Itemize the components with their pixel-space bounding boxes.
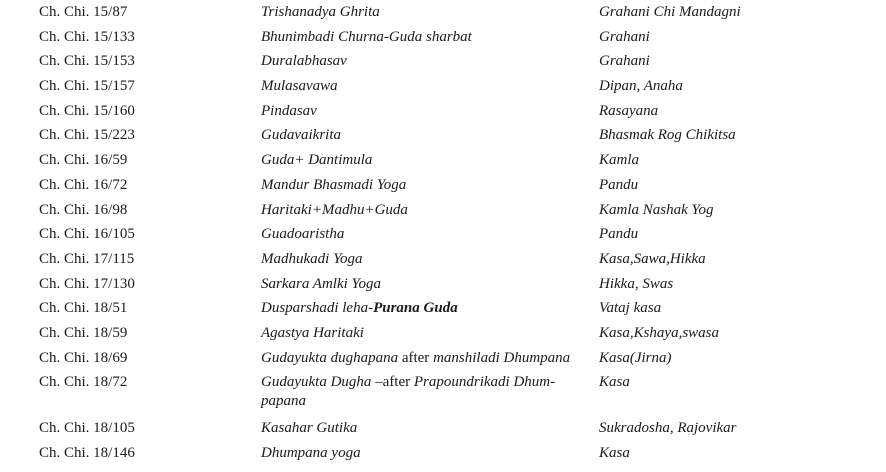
formulation-connector: after (382, 374, 411, 391)
indication-cell: Kasa,Sawa,Hikka (599, 250, 706, 267)
reference-cell: Ch. Chi. 18/69 (39, 349, 128, 366)
indication-cell: Kasa(Jirna) (599, 349, 672, 366)
table-row (0, 299, 886, 324)
reference-cell: Ch. Chi. 15/133 (39, 28, 135, 45)
table-row (0, 225, 886, 250)
indication-cell: Kasa (599, 374, 630, 391)
table-row (0, 151, 886, 176)
formulation-cell: Pindasav (261, 102, 317, 119)
reference-cell: Ch. Chi. 16/105 (39, 226, 135, 243)
formulation-text: manshiladi Dhumpana (429, 349, 571, 366)
formulation-cell: Agastya Haritaki (261, 324, 364, 341)
table-row (0, 201, 886, 226)
formulation-text: Dusparshadi leha- (261, 300, 374, 317)
indication-cell: Grahani Chi Mandagni (599, 4, 741, 20)
table-row (0, 77, 886, 102)
table-row (0, 52, 886, 77)
reference-cell: Ch. Chi. 18/72 (39, 374, 128, 391)
reference-cell: Ch. Chi. 17/130 (39, 275, 135, 292)
reference-cell: Ch. Chi. 17/115 (39, 250, 135, 267)
indication-cell: Kasa (599, 445, 630, 461)
formulation-cell: Duralabhasav (261, 53, 347, 70)
table-row (0, 126, 886, 151)
indication-cell: Kasa,Kshaya,swasa (599, 324, 720, 341)
indication-cell: Bhasmak Rog Chikitsa (599, 127, 736, 144)
reference-cell: Ch. Chi. 15/223 (39, 127, 135, 144)
reference-cell: Ch. Chi. 18/51 (39, 300, 128, 317)
indication-cell: Kamla (599, 152, 640, 169)
formulation-cell (261, 299, 599, 324)
formulation-cell: Trishanadya Ghrita (261, 4, 380, 20)
table-row (0, 28, 886, 53)
table-row (0, 250, 886, 275)
formulation-cell: Sarkara Amlki Yoga (261, 275, 382, 292)
formulation-text: Gudayukta Dugha – (261, 374, 383, 391)
formulation-cell: Bhunimbadi Churna-Guda sharbat (261, 28, 472, 45)
table-row (0, 444, 886, 469)
reference-cell: Ch. Chi. 15/157 (39, 78, 135, 95)
reference-cell: Ch. Chi. 18/59 (39, 324, 128, 341)
indication-cell: Pandu (599, 226, 639, 243)
formulation-cell: Kasahar Gutika (261, 420, 358, 437)
formulation-cell: Mulasavawa (261, 78, 338, 95)
indication-cell: Grahani (599, 28, 650, 45)
formulation-cell: Dhumpana yoga (261, 445, 361, 461)
reference-cell: Ch. Chi. 15/153 (39, 53, 135, 70)
table-row (0, 324, 886, 349)
formulation-cell (261, 373, 599, 419)
reference-cell: Ch. Chi. 16/98 (39, 201, 128, 218)
formulation-emphasis: Purana Guda (373, 300, 458, 317)
reference-cell: Ch. Chi. 15/87 (39, 4, 128, 20)
formulation-text: Gudayukta dughapana (261, 349, 402, 366)
formulation-connector: after (401, 349, 430, 366)
formulation-cell: Mandur Bhasmadi Yoga (261, 176, 407, 193)
indication-cell: Vataj kasa (599, 300, 662, 317)
formulation-text: papana (261, 393, 306, 410)
reference-cell: Ch. Chi. 18/105 (39, 420, 135, 437)
table-row (0, 102, 886, 127)
formulation-cell: Guadoaristha (261, 226, 345, 243)
indication-cell: Grahani (599, 53, 650, 70)
indication-cell: Kamla Nashak Yog (599, 201, 714, 218)
table-row (0, 176, 886, 201)
reference-cell: Ch. Chi. 16/72 (39, 176, 128, 193)
formulation-cell: Guda+ Dantimula (261, 152, 373, 169)
indication-cell: Hikka, Swas (599, 275, 674, 292)
indication-cell: Sukradosha, Rajovikar (599, 420, 737, 437)
indication-cell: Rasayana (599, 102, 659, 119)
table-row (0, 275, 886, 300)
reference-table (0, 3, 886, 469)
formulation-text: Prapoundrikadi Dhum- (410, 374, 556, 391)
table-row (0, 373, 886, 419)
formulation-cell: Madhukadi Yoga (261, 250, 363, 267)
formulation-cell: Haritaki+Madhu+Guda (261, 201, 408, 218)
table-row (0, 3, 886, 28)
reference-cell: Ch. Chi. 18/146 (39, 445, 135, 461)
reference-cell: Ch. Chi. 15/160 (39, 102, 135, 119)
table-row (0, 349, 886, 374)
indication-cell: Pandu (599, 176, 639, 193)
reference-cell: Ch. Chi. 16/59 (39, 152, 128, 169)
indication-cell: Dipan, Anaha (599, 78, 683, 95)
formulation-cell (261, 349, 599, 374)
formulation-cell: Gudavaikrita (261, 127, 341, 144)
table-row (0, 419, 886, 444)
